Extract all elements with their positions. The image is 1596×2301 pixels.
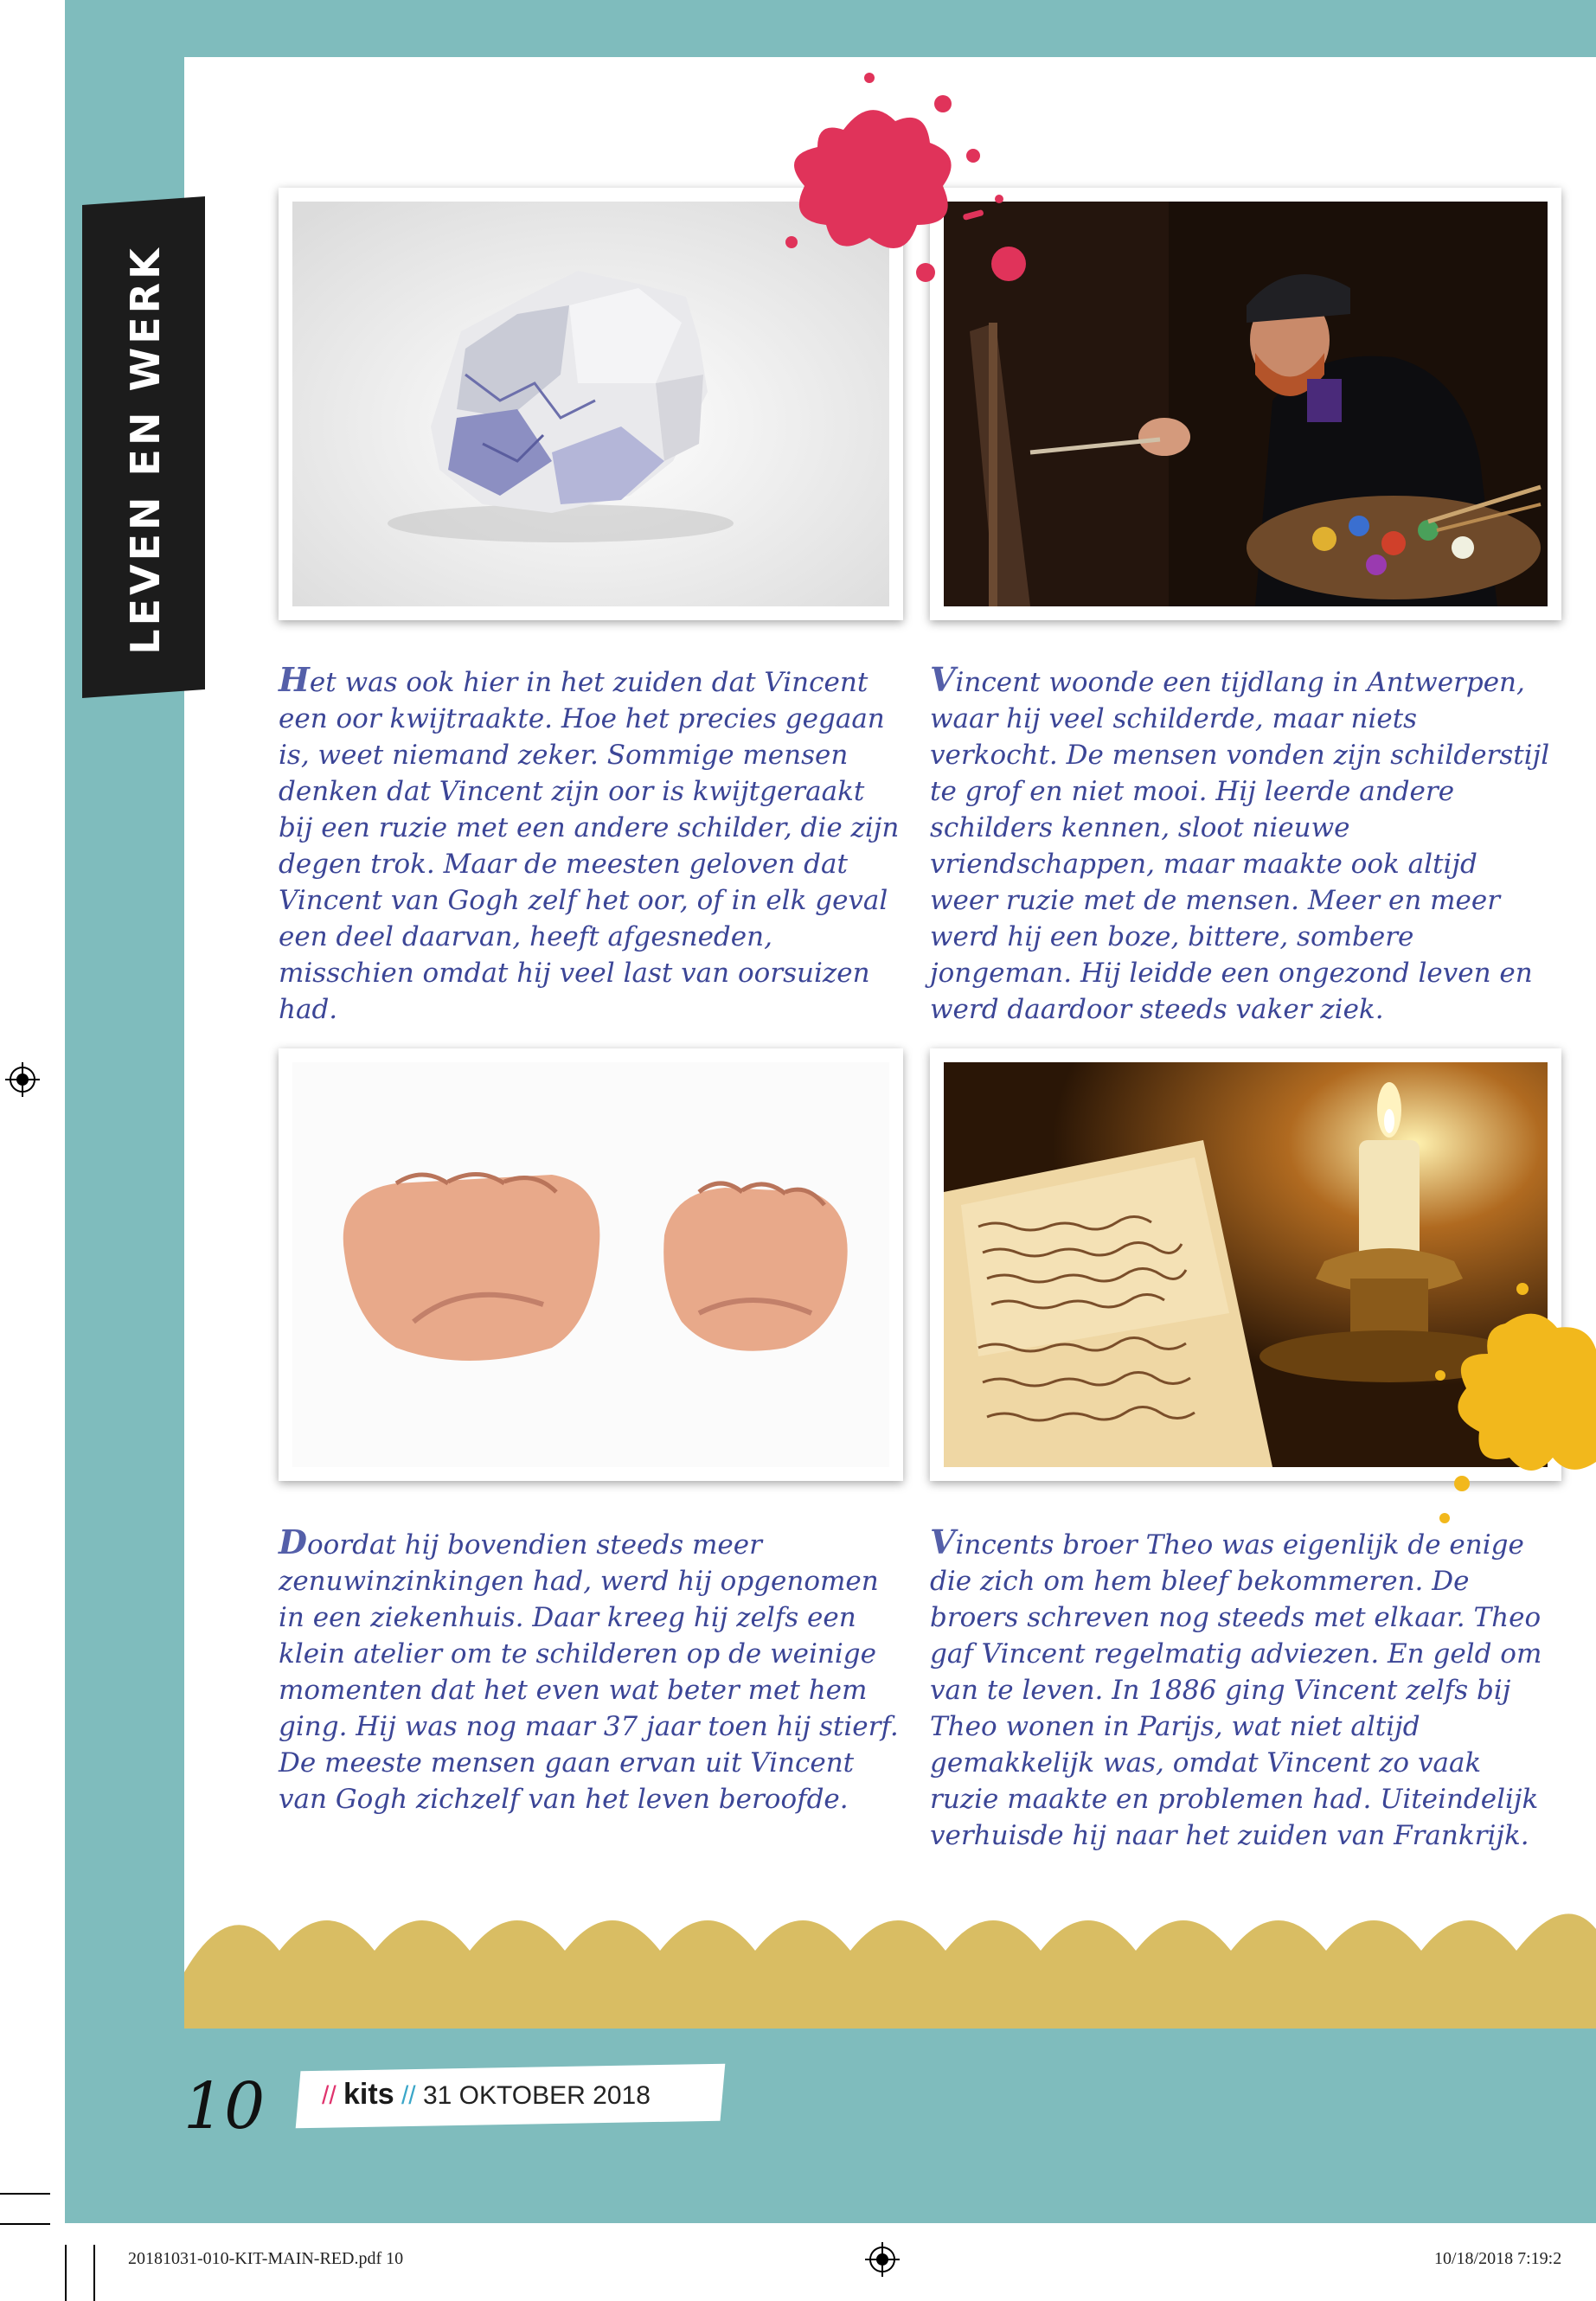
print-slug-file: 20181031-010-KIT-MAIN-RED.pdf 10 bbox=[128, 2249, 404, 2268]
crop-mark bbox=[0, 2193, 50, 2195]
footer-slash: // bbox=[401, 2081, 416, 2110]
scalloped-border bbox=[184, 1894, 1596, 2029]
fists-image bbox=[292, 1062, 889, 1467]
registration-mark-icon bbox=[5, 1062, 40, 1097]
footer-slash: // bbox=[322, 2081, 337, 2110]
teal-top-band bbox=[65, 0, 1596, 57]
brand-name: kits bbox=[343, 2078, 394, 2111]
paragraph-text: oordat hij bovendien steeds meer zenuwinzinkingen had, werd hij opgenomen in een ziekenhuis. Daar kreeg hij zelfs een klein atelier om te schilderen op de weinige momenten dat het even wat beter met hem ging. Hij was nog maar 37 jaar toen hij stierf. De meeste mensen gaan ervan uit Vincent van Gogh zichzelf van het leven beroofde. bbox=[279, 1529, 899, 1815]
registration-mark-icon bbox=[865, 2242, 900, 2277]
paragraph-initial: V bbox=[930, 660, 956, 699]
paragraph-text: incents broer Theo was eigenlijk de enige die zich om hem bleef bekommeren. De broers schreven nog steeds met elkaar. Theo gaf Vincent regelmatig adviezen. En geld om van te leven. In 1886 ging Vincent zelfs bij Theo wonen in Parijs, wat niet altijd gemakkelijk was, omdat Vincent zo vaak ruzie maakte en problemen had. Uiteindelijk verhuisde hij naar het zuiden van Frankrijk. bbox=[930, 1529, 1542, 1851]
painter-image bbox=[944, 202, 1548, 606]
page-number: 10 bbox=[183, 2069, 266, 2144]
photo-painter bbox=[930, 188, 1561, 620]
paragraph-theo bbox=[930, 1524, 1553, 1854]
paragraph-ear bbox=[279, 662, 901, 1028]
section-label: LEVEN EN WERK bbox=[122, 245, 169, 655]
paragraph-initial: D bbox=[279, 1522, 307, 1561]
yellow-ink-splat bbox=[1427, 1272, 1596, 1540]
crop-mark bbox=[93, 2245, 95, 2301]
paragraph-initial: H bbox=[279, 660, 310, 699]
crop-mark bbox=[65, 2245, 67, 2301]
paragraph-initial: V bbox=[930, 1522, 956, 1561]
red-ink-splat bbox=[740, 61, 1008, 320]
paragraph-ziekenhuis bbox=[279, 1524, 901, 1817]
issue-date: 31 OKTOBER 2018 bbox=[422, 2081, 651, 2110]
paragraph-text: incent woonde een tijdlang in Antwerpen, waar hij veel schilderde, maar niets verkocht. De mensen vonden zijn schilderstijl te grof en niet mooi. Hij leerde andere schilders kennen, sloot nieuwe vriendschappen, maar maakte ook altijd weer ruzie met de mensen. Meer en meer werd hij een boze, bittere, sombere jongeman. Hij leidde een ongezond leven en werd daardoor steeds vaker ziek. bbox=[930, 667, 1550, 1025]
print-slug-timestamp: 10/18/2018 7:19:2 bbox=[1434, 2249, 1562, 2268]
paragraph-text: et was ook hier in het zuiden dat Vincent een oor kwijtraakte. Hoe het precies gegaan is, weet niemand zeker. Sommige mensen denken dat Vincent zijn oor is kwijtgeraakt bij een ruzie met een andere schilder, die zijn degen trok. Maar de meesten geloven dat Vincent van Gogh zelf het oor, of in elk geval een deel daarvan, heeft afgesneden, misschien omdat hij veel last van oorsuizen had. bbox=[279, 667, 900, 1025]
footer-credit bbox=[322, 2078, 651, 2112]
crop-mark bbox=[0, 2223, 50, 2225]
photo-fists bbox=[279, 1048, 903, 1481]
paragraph-antwerpen bbox=[930, 662, 1553, 1028]
teal-bottom-band bbox=[65, 2024, 1596, 2223]
